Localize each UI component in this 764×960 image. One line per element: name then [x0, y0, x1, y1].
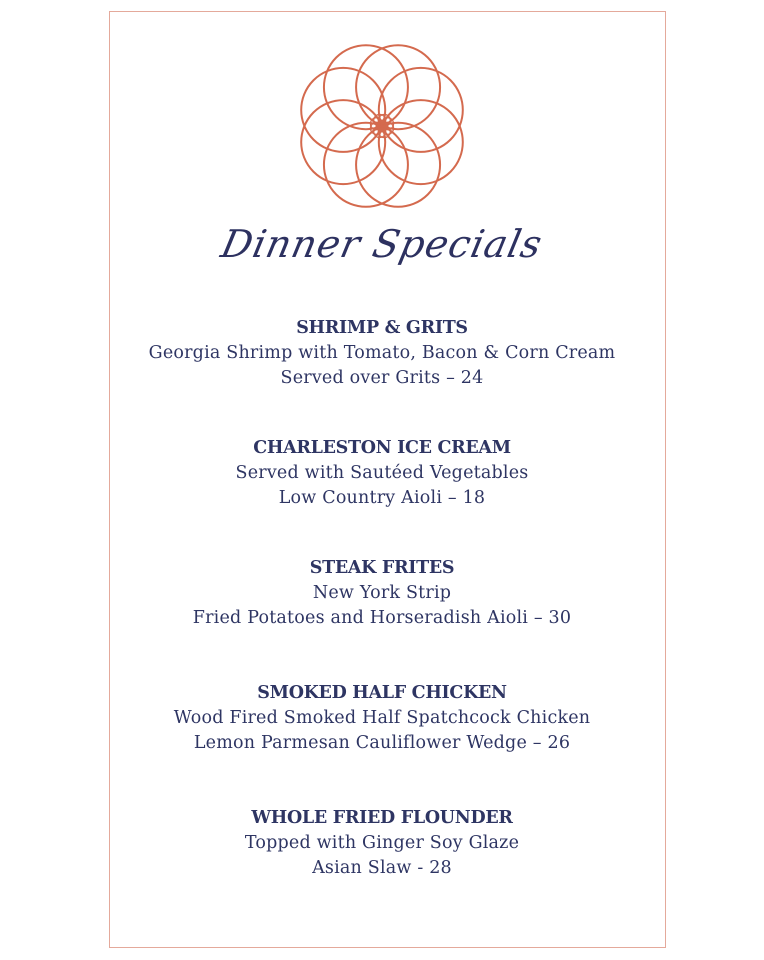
- menu-title: Dinner Specials: [217, 222, 547, 266]
- logo-petal-circle: [301, 100, 385, 184]
- menu-item-price-line: Asian Slaw - 28: [312, 858, 452, 878]
- menu-item-shrimp-grits: [0, 316, 764, 391]
- menu-item-description: Served with Sautéed Vegetables: [235, 463, 529, 483]
- menu-item-name: CHARLESTON ICE CREAM: [253, 438, 511, 458]
- menu-item-price-line: Served over Grits – 24: [280, 368, 484, 388]
- menu-item-name: SHRIMP & GRITS: [296, 318, 468, 338]
- menu-item-name: WHOLE FRIED FLOUNDER: [251, 808, 513, 828]
- menu-item-charleston-ice-cream: [0, 436, 764, 511]
- menu-item-price-line: Low Country Aioli – 18: [278, 488, 486, 508]
- logo-petal-circle: [324, 45, 408, 129]
- menu-item-description: Wood Fired Smoked Half Spatchcock Chicken: [173, 708, 591, 728]
- logo-petal-circle: [356, 45, 440, 129]
- menu-item-description: Topped with Ginger Soy Glaze: [244, 833, 520, 853]
- menu-item-name: SMOKED HALF CHICKEN: [257, 683, 507, 703]
- menu-item-whole-fried-flounder: [0, 806, 764, 881]
- menu-item-smoked-half-chicken: [0, 681, 764, 756]
- menu-item-name: STEAK FRITES: [309, 558, 455, 578]
- menu-item-steak-frites: [0, 556, 764, 631]
- logo-petal-circle: [356, 123, 440, 207]
- menu-item-price-line: Lemon Parmesan Cauliflower Wedge – 26: [193, 733, 571, 753]
- flower-of-life-icon: [296, 40, 468, 212]
- menu-item-description: New York Strip: [312, 583, 452, 603]
- logo-petal-circle: [301, 68, 385, 152]
- logo-petal-circle: [379, 68, 463, 152]
- menu-item-price-line: Fried Potatoes and Horseradish Aioli – 30: [192, 608, 572, 628]
- menu-item-description: Georgia Shrimp with Tomato, Bacon & Corn Cream: [148, 343, 616, 363]
- logo-petal-circle: [324, 123, 408, 207]
- logo-petal-circle: [379, 100, 463, 184]
